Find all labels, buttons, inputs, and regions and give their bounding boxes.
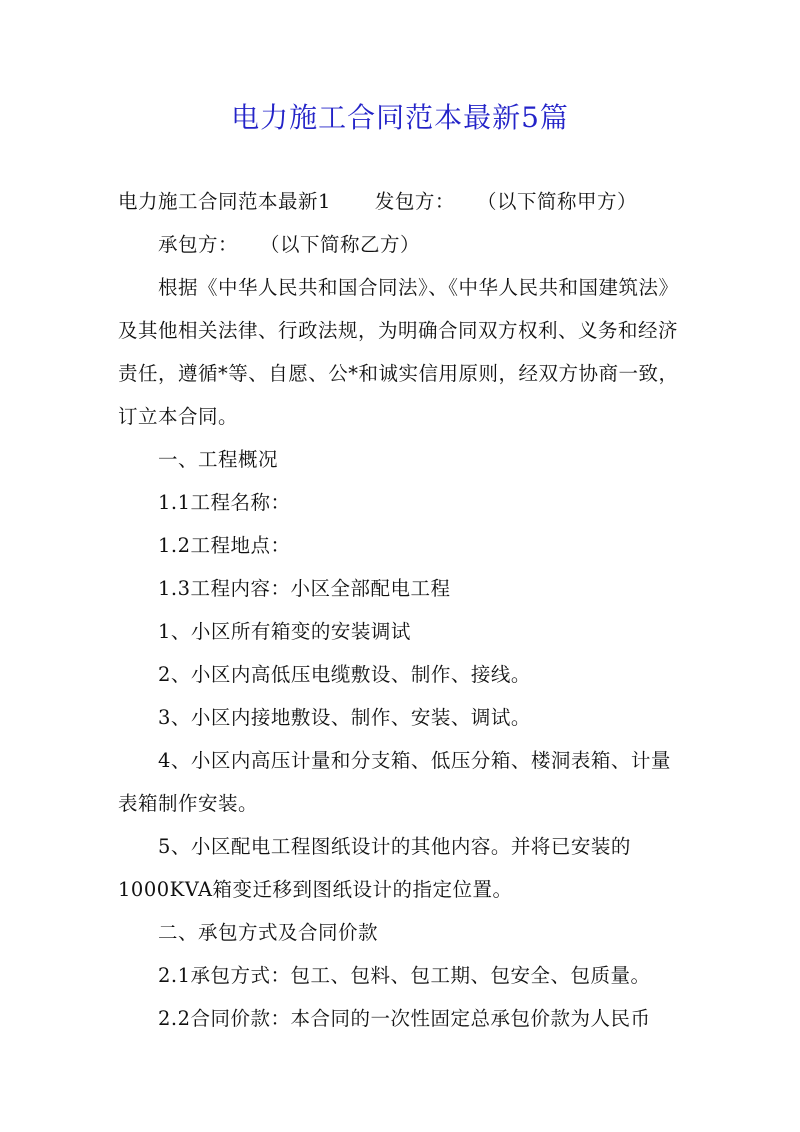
- list-item-5: [118, 825, 690, 911]
- preamble-line: 责任，遵循*等、自愿、公*和诚实信用原则，经双方协商一致，: [118, 362, 679, 385]
- list-item: 1.1工程名称：: [158, 491, 291, 514]
- party-a-label: 发包方：: [374, 190, 455, 213]
- preamble-line: 及其他相关法律、行政法规，为明确合同双方权利、义务和经济: [118, 319, 679, 342]
- preamble-line: 订立本合同。: [118, 405, 239, 428]
- party-b-label: 承包方：: [158, 233, 239, 256]
- list-item: 2.1承包方式：包工、包料、包工期、包安全、包质量。: [158, 964, 651, 987]
- list-item: 2.2合同价款：本合同的一次性固定总承包价款为人民币: [158, 1007, 651, 1030]
- preamble-paragraph: [118, 266, 690, 438]
- document-title: 电力施工合同范本最新5篇: [231, 101, 569, 134]
- preamble-line: 根据《中华人民共和国合同法》、《中华人民共和国建筑法》: [158, 276, 679, 299]
- list-item-line: 5、小区配电工程图纸设计的其他内容。并将已安装的: [158, 835, 631, 858]
- list-item-line: 4、小区内高压计量和分支箱、低压分箱、楼洞表箱、计量: [158, 749, 671, 772]
- section-heading: 二、承包方式及合同价款: [158, 921, 379, 944]
- list-item-line: 表箱制作安装。: [118, 792, 259, 815]
- list-item: 2、小区内高低压电缆敷设、制作、接线。: [158, 663, 531, 686]
- party-b-line: [118, 223, 690, 266]
- list-item-4: [118, 739, 690, 825]
- contract-heading: 电力施工合同范本最新1: [118, 190, 331, 213]
- intro-line: [118, 180, 690, 223]
- list-item-line: 1000KVA箱变迁移到图纸设计的指定位置。: [118, 878, 513, 901]
- document-body: [118, 180, 690, 1040]
- party-b-note: （以下简称乙方）: [260, 233, 421, 256]
- list-item: 1、小区所有箱变的安装调试: [158, 620, 411, 643]
- list-item: 1.3工程内容：小区全部配电工程: [158, 577, 451, 600]
- list-item: 3、小区内接地敷设、制作、安装、调试。: [158, 706, 531, 729]
- section-heading: 一、工程概况: [158, 448, 279, 471]
- list-item: 1.2工程地点：: [158, 534, 291, 557]
- party-a-note: （以下简称甲方）: [476, 190, 637, 213]
